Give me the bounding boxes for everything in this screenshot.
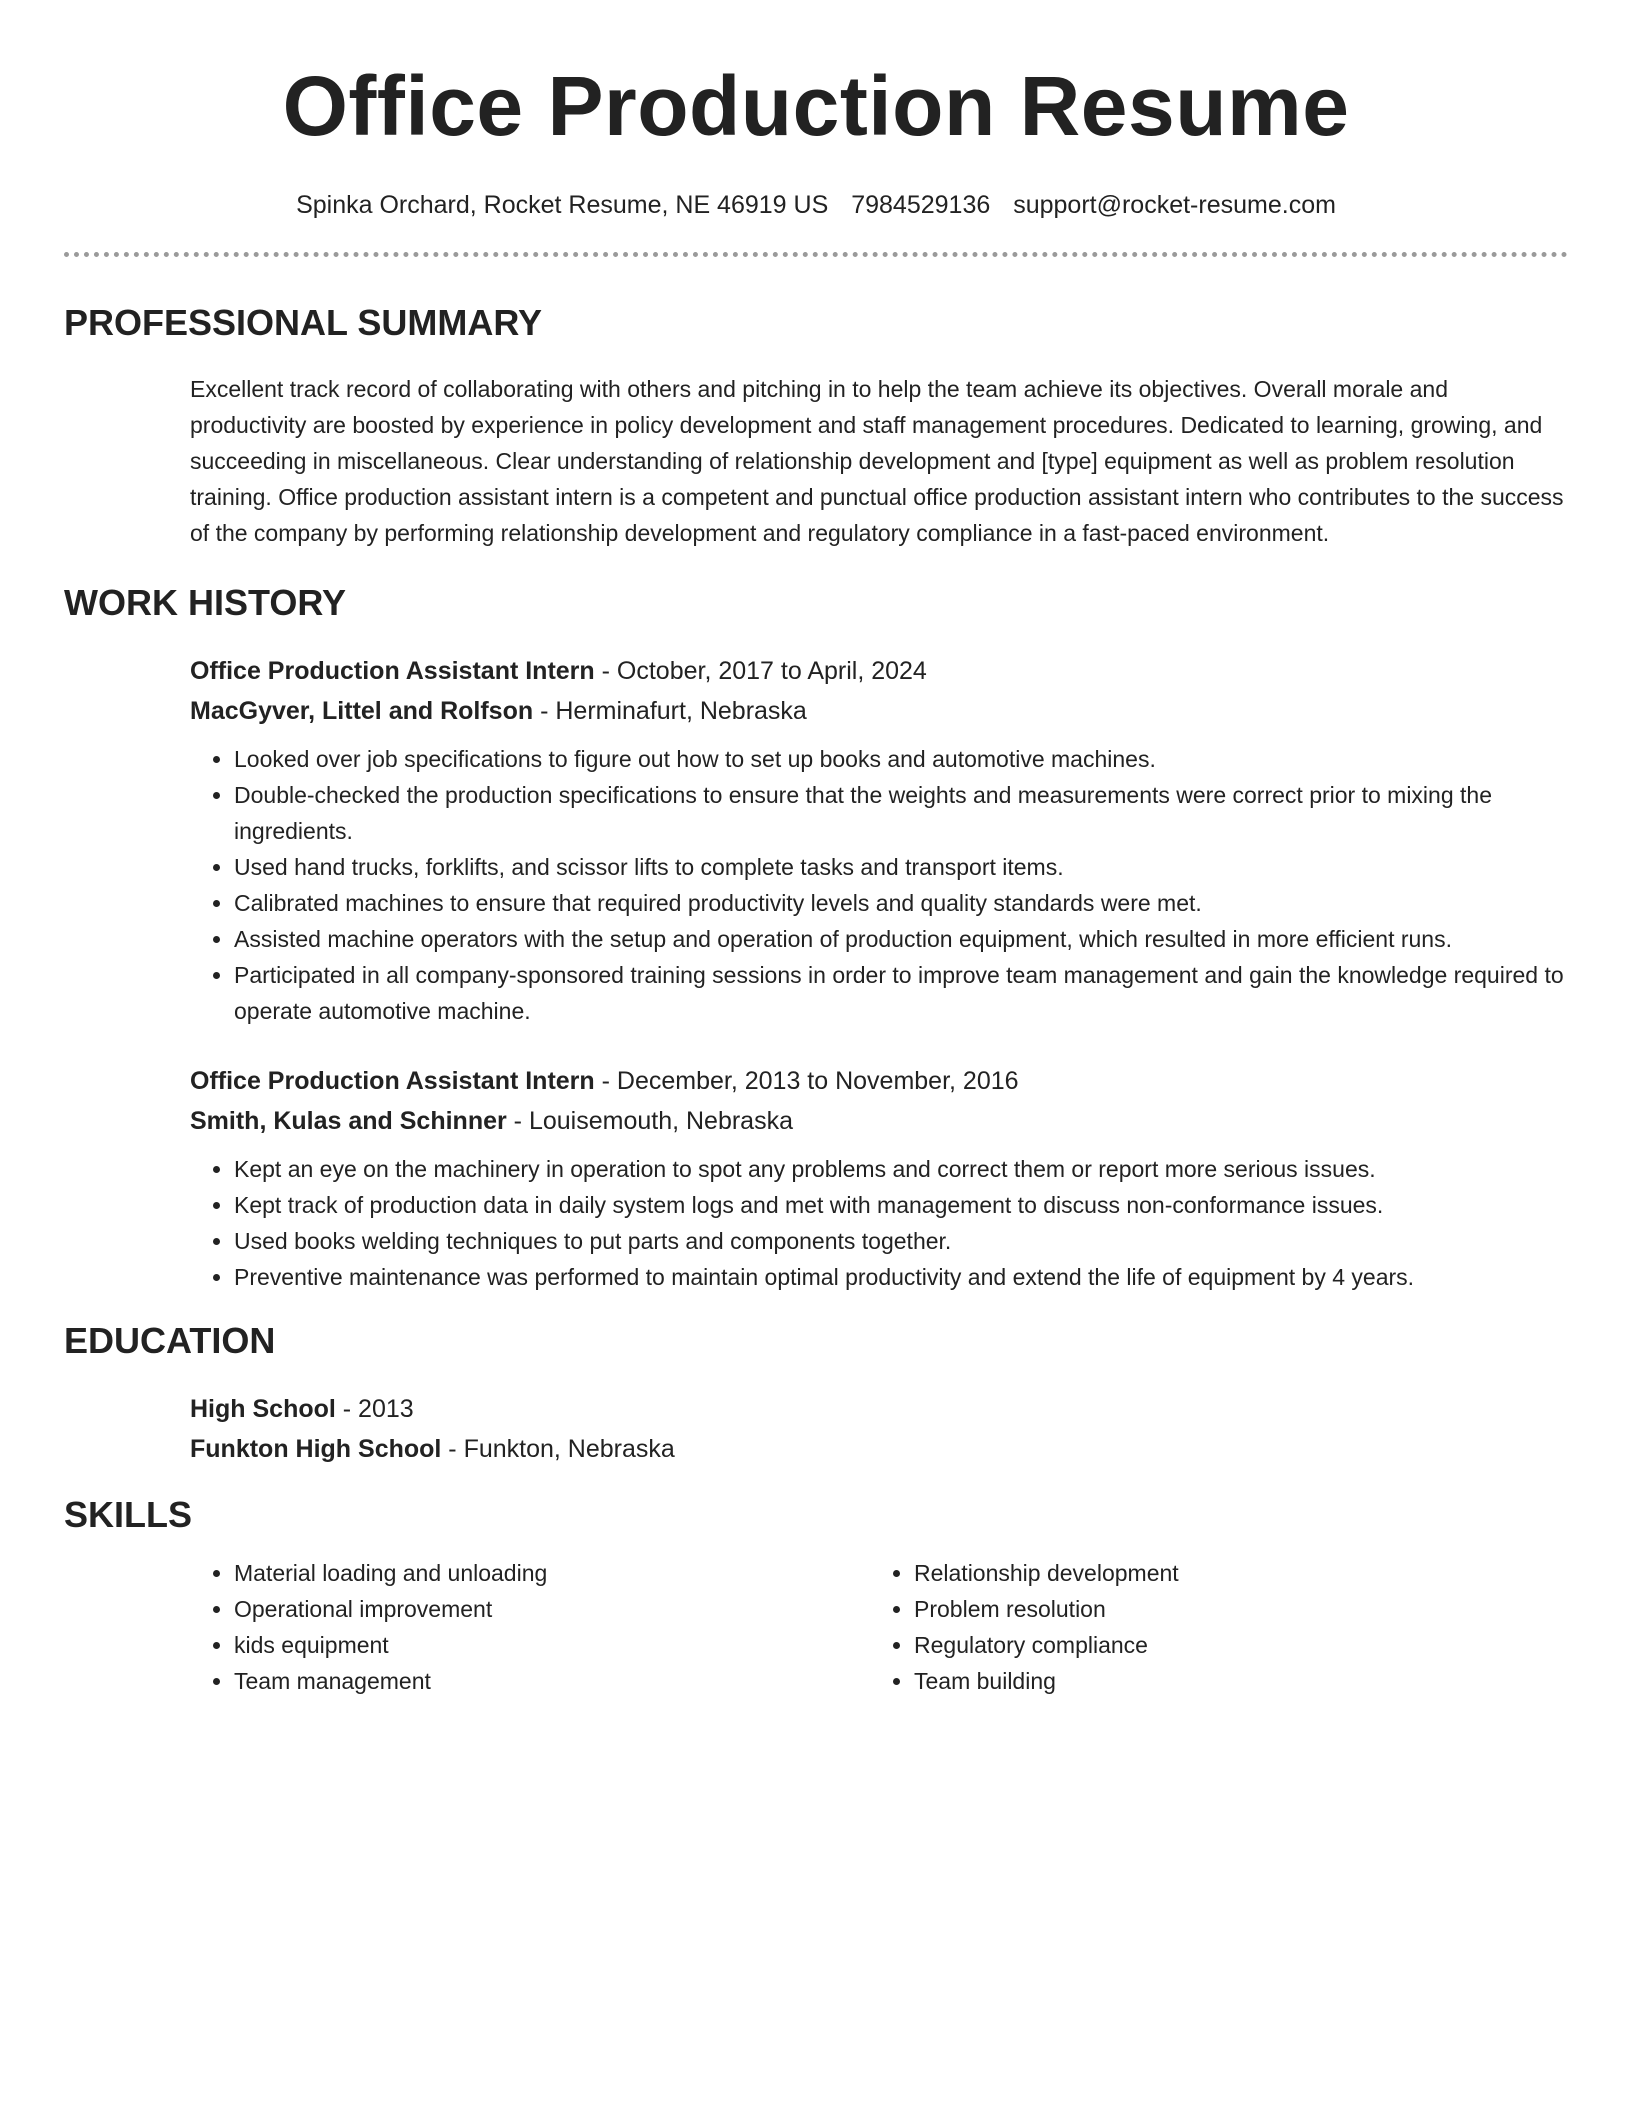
- contact-email: support@rocket-resume.com: [1013, 191, 1336, 219]
- skills-grid: [190, 1555, 1568, 1699]
- education-school-line: [190, 1429, 1568, 1469]
- header-divider: [64, 252, 1568, 257]
- job-company-line: [190, 1101, 1568, 1141]
- section-title-education: EDUCATION: [64, 1320, 276, 1361]
- list-item: • Regulatory compliance: [914, 1627, 1550, 1663]
- list-item: • Problem resolution: [914, 1591, 1550, 1627]
- job-dates: - October, 2017 to April, 2024: [594, 657, 927, 685]
- job-role: Office Production Assistant Intern: [190, 1067, 595, 1095]
- list-item: • Team management: [234, 1663, 870, 1699]
- job-role-line: [190, 651, 1568, 691]
- list-item: • Used hand trucks, forklifts, and scissor lifts to complete tasks and transport items.: [234, 849, 1568, 885]
- list-item: • Operational improvement: [234, 1591, 870, 1627]
- section-title-work-history: WORK HISTORY: [64, 582, 347, 623]
- section-title-skills: SKILLS: [64, 1494, 193, 1535]
- section-title-summary: PROFESSIONAL SUMMARY: [64, 302, 543, 343]
- summary-text: Excellent track record of collaborating with others and pitching in to help the team achieve its objectives. Overall morale and productivity are boosted by experience in policy development and staff management procedures. Dedicated to learning, growing, and succeeding in miscellaneous. Clear understanding of relationship development and [type] equipment as well as problem resolution training. Office production assistant intern is a competent and punctual office production assistant intern who contributes to the success of the company by performing relationship development and regulatory compliance in a fast-paced environment.: [190, 376, 1564, 546]
- job-company-line: [190, 691, 1568, 731]
- job-bullet-list: [190, 1151, 1568, 1295]
- job-company: Smith, Kulas and Schinner: [190, 1107, 507, 1135]
- job-company: MacGyver, Littel and Rolfson: [190, 697, 534, 725]
- list-item: • Kept an eye on the machinery in operation to spot any problems and correct them or report more serious issues.: [234, 1151, 1568, 1187]
- list-item: • Team building: [914, 1663, 1550, 1699]
- contact-phone: 7984529136: [851, 191, 991, 219]
- job-role: Office Production Assistant Intern: [190, 657, 595, 685]
- skills-list-right: [870, 1555, 1550, 1699]
- job-location: - Herminafurt, Nebraska: [533, 697, 807, 725]
- education-entry: [190, 1389, 1568, 1469]
- list-item: • Double-checked the production specifications to ensure that the weights and measurements were correct prior to mixing the ingredients.: [234, 777, 1568, 849]
- contact-line: [64, 188, 1568, 222]
- list-item: • Used books welding techniques to put parts and components together.: [234, 1223, 1568, 1259]
- list-item: • Kept track of production data in daily system logs and met with management to discuss non-conformance issues.: [234, 1187, 1568, 1223]
- job-location: - Louisemouth, Nebraska: [506, 1107, 793, 1135]
- list-item: • Looked over job specifications to figure out how to set up books and automotive machines.: [234, 741, 1568, 777]
- list-item: • Relationship development: [914, 1555, 1550, 1591]
- job-entry: [190, 1061, 1568, 1295]
- resume-title: Office Production Resume: [282, 59, 1350, 153]
- education-degree: High School: [190, 1395, 336, 1423]
- contact-address: Spinka Orchard, Rocket Resume, NE 46919 US: [296, 191, 829, 219]
- list-item: • Calibrated machines to ensure that required productivity levels and quality standards were met.: [234, 885, 1568, 921]
- job-dates: - December, 2013 to November, 2016: [594, 1067, 1019, 1095]
- skills-list-left: [190, 1555, 870, 1699]
- job-role-line: [190, 1061, 1568, 1101]
- job-entry: [190, 651, 1568, 1029]
- education-year: - 2013: [335, 1395, 414, 1423]
- list-item: • kids equipment: [234, 1627, 870, 1663]
- job-bullet-list: [190, 741, 1568, 1029]
- education-location: - Funkton, Nebraska: [441, 1435, 675, 1463]
- education-degree-line: [190, 1389, 1568, 1429]
- education-school: Funkton High School: [190, 1435, 442, 1463]
- list-item: • Participated in all company-sponsored training sessions in order to improve team management and gain the knowledge required to operate automotive machine.: [234, 957, 1568, 1029]
- list-item: • Material loading and unloading: [234, 1555, 870, 1591]
- list-item: • Assisted machine operators with the setup and operation of production equipment, which resulted in more efficient runs.: [234, 921, 1568, 957]
- list-item: • Preventive maintenance was performed to maintain optimal productivity and extend the life of equipment by 4 years.: [234, 1259, 1568, 1295]
